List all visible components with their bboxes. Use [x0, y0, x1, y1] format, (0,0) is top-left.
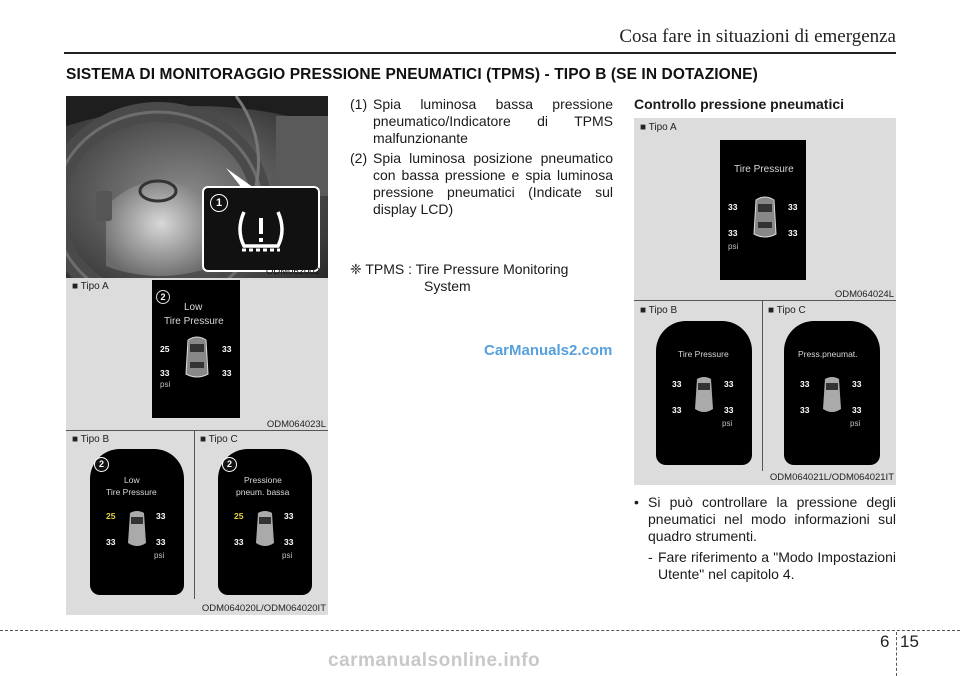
right-a-rr: 33: [788, 228, 798, 238]
left-bc-code: ODM064020L/ODM064020IT: [201, 603, 326, 614]
left-c-fr: 33: [284, 511, 294, 521]
header-rule: [64, 52, 896, 54]
right-tipo-a-screen: [720, 140, 806, 280]
right-bc-panel: [634, 301, 896, 485]
left-c-line2: pneum. bassa: [236, 487, 290, 497]
item-1-text: Spia luminosa bassa pressione pneumatico/Indicatore di TPMS malfunzionante: [373, 96, 613, 146]
section-title: SISTEMA DI MONITORAGGIO PRESSIONE PNEUMATICI (TPMS) - TIPO B (SE IN DOTAZIONE): [66, 66, 758, 83]
right-c-line1: Press.pneumat.: [798, 349, 858, 359]
right-b-rl: 33: [672, 405, 682, 415]
right-tipo-a-label: ■ Tipo A: [640, 122, 677, 133]
car-top-icon: [821, 375, 843, 415]
page-number: 15: [900, 632, 919, 651]
badge-2-a: 2: [156, 290, 170, 304]
photo-code: ODM062002: [266, 266, 320, 277]
left-b-fr: 33: [156, 511, 166, 521]
right-b-psi: psi: [722, 419, 733, 428]
dashboard-photo: [66, 96, 328, 278]
left-b-line2: Tire Pressure: [106, 487, 157, 497]
item-2-number: (2): [350, 150, 368, 166]
right-a-line1: Tire Pressure: [734, 164, 794, 175]
item-1-number: (1): [350, 96, 368, 112]
left-tipo-c-screen: [218, 449, 312, 595]
right-tipo-c-label: ■ Tipo C: [768, 305, 806, 316]
left-tipo-c-label: ■ Tipo C: [200, 434, 238, 445]
right-tipo-b-label: ■ Tipo B: [640, 305, 678, 316]
left-tipo-a-panel: [66, 278, 328, 430]
left-c-line1: Pressione: [244, 475, 282, 485]
left-tipo-b-screen: [90, 449, 184, 595]
left-a-line1: Low: [184, 302, 203, 313]
right-b-fl: 33: [672, 379, 682, 389]
right-a-rl: 33: [728, 228, 738, 238]
right-c-fr: 33: [852, 379, 862, 389]
watermark-middle: CarManuals2.com: [484, 342, 613, 359]
left-b-fl: 25: [106, 511, 116, 521]
left-a-line2: Tire Pressure: [164, 316, 224, 327]
bullet-text: Si può controllare la pressione degli pneumatici nel modo informazioni sul quadro strumenti.: [648, 494, 896, 544]
callout-pointer: [66, 96, 328, 278]
left-b-line1: Low: [124, 475, 140, 485]
left-bc-panel: [66, 431, 328, 615]
footer-rule: [0, 630, 960, 631]
right-tipo-a-code: ODM064024L: [834, 289, 894, 300]
left-a-psi: psi: [160, 380, 171, 389]
badge-2-b: 2: [94, 457, 109, 472]
right-b-fr: 33: [724, 379, 734, 389]
note-line-2: System: [424, 278, 471, 294]
right-b-rr: 33: [724, 405, 734, 415]
right-a-fr: 33: [788, 202, 798, 212]
left-b-psi: psi: [154, 551, 165, 560]
right-c-psi: psi: [850, 419, 861, 428]
watermark-bottom: carmanualsonline.info: [328, 650, 541, 671]
left-a-rl: 33: [160, 368, 170, 378]
left-tipo-a-screen: [152, 280, 240, 418]
right-c-rl: 33: [800, 405, 810, 415]
left-b-rr: 33: [156, 537, 166, 547]
car-top-icon: [254, 509, 276, 549]
badge-1: 1: [210, 194, 228, 212]
left-c-psi: psi: [282, 551, 293, 560]
right-c-rr: 33: [852, 405, 862, 415]
badge-2-c: 2: [222, 457, 237, 472]
right-a-psi: psi: [728, 242, 739, 251]
right-column-title: Controllo pressione pneumatici: [634, 96, 845, 112]
right-c-fl: 33: [800, 379, 810, 389]
car-top-icon: [693, 375, 715, 415]
right-bc-divider: [762, 301, 763, 471]
left-a-fl: 25: [160, 344, 170, 354]
note-line-1: ❈ TPMS : Tire Pressure Monitoring: [350, 261, 569, 277]
page-separator: [896, 632, 897, 676]
left-tipo-a-label: ■ Tipo A: [72, 281, 109, 292]
page-header-title: Cosa fare in situazioni di emergenza: [619, 26, 896, 47]
left-tipo-b-label: ■ Tipo B: [72, 434, 110, 445]
left-a-rr: 33: [222, 368, 232, 378]
left-a-fr: 33: [222, 344, 232, 354]
left-bc-divider: [194, 431, 195, 599]
right-tipo-b-screen: [656, 321, 752, 465]
car-top-icon: [750, 194, 780, 240]
sub-text: Fare riferimento a "Modo Impostazioni Utente" nel capitolo 4.: [658, 549, 896, 582]
right-tipo-c-screen: [784, 321, 880, 465]
left-c-rr: 33: [284, 537, 294, 547]
item-2-text: Spia luminosa posizione pneumatico con bassa pressione e spia luminosa pressione pneumatici (Indicate sul display LCD): [373, 150, 613, 217]
right-bc-code: ODM064021L/ODM064021IT: [769, 472, 894, 483]
right-a-fl: 33: [728, 202, 738, 212]
car-top-icon: [126, 509, 148, 549]
left-c-rl: 33: [234, 537, 244, 547]
bullet-marker: •: [634, 494, 639, 510]
car-top-icon: [182, 334, 212, 380]
right-b-line1: Tire Pressure: [678, 349, 729, 359]
left-b-rl: 33: [106, 537, 116, 547]
chapter-number: 6: [880, 632, 890, 651]
left-tipo-a-code: ODM064023L: [266, 419, 326, 430]
right-tipo-a-panel: [634, 118, 896, 300]
left-c-fl: 25: [234, 511, 244, 521]
sub-dash: -: [648, 549, 653, 565]
